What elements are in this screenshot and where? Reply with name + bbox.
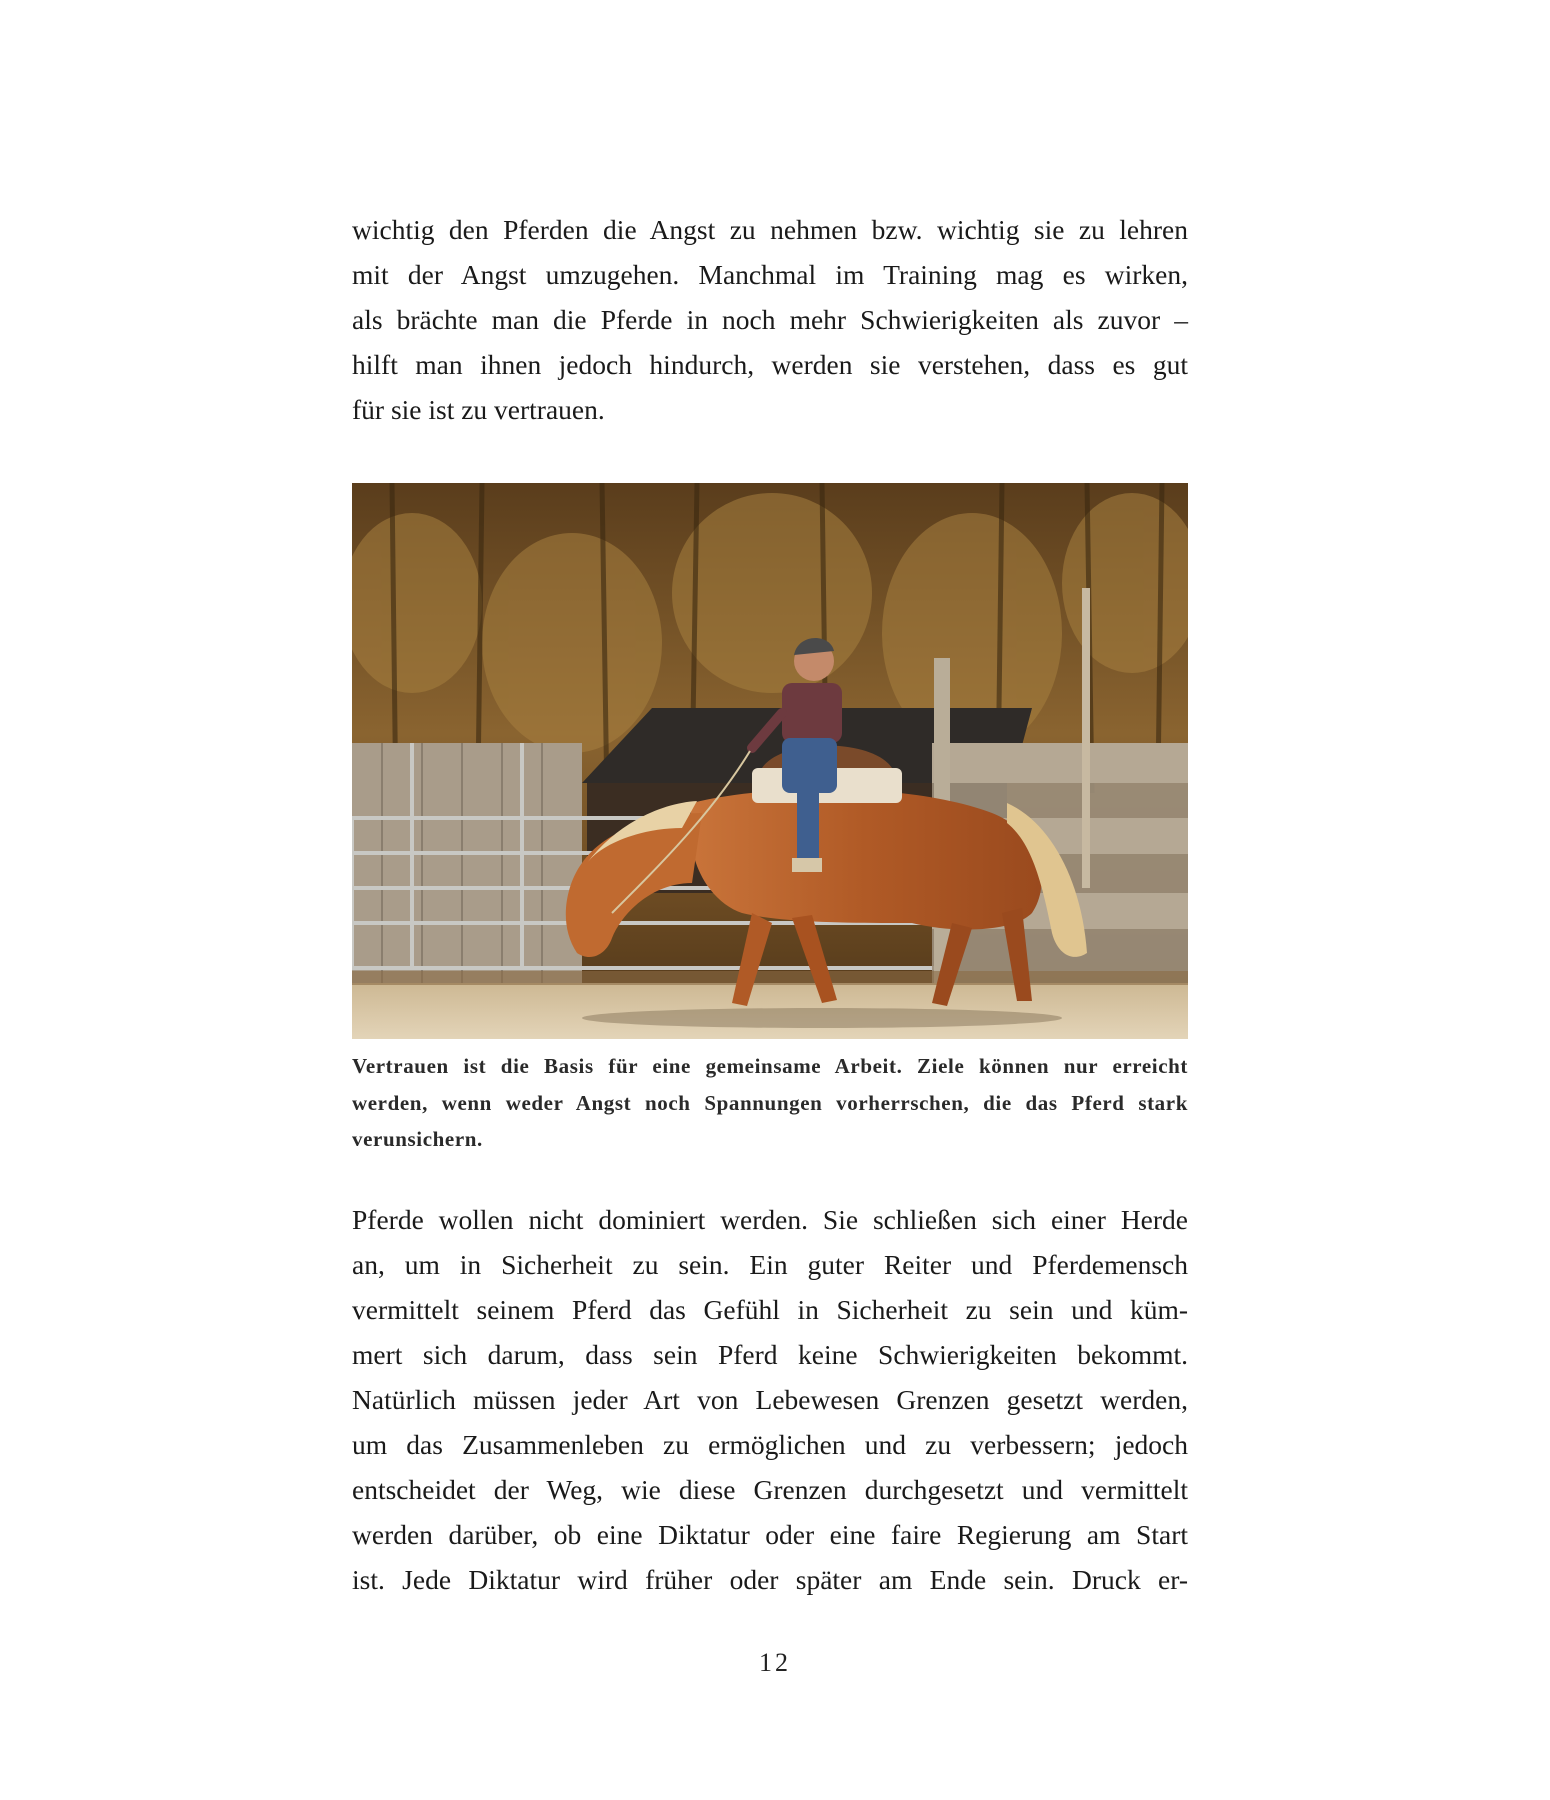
body-paragraph-2: [352, 1197, 1188, 1602]
figure-caption: [352, 1048, 1188, 1158]
text-line: um das Zusammenleben zu ermöglichen und zu verbessern; jedoch: [352, 1429, 1188, 1460]
caption-line: Vertrauen ist die Basis für eine gemeinsame Arbeit. Ziele können nur erreicht: [352, 1054, 1188, 1078]
text-line: Pferde wollen nicht dominiert werden. Sie schließen sich einer Herde: [352, 1204, 1188, 1235]
caption-line: werden, wenn weder Angst noch Spannungen vorherrschen, die das Pferd stark: [352, 1090, 1188, 1115]
text-line: als brächte man die Pferde in noch mehr Schwierigkeiten als zuvor –: [352, 304, 1188, 335]
text-line: mert sich darum, dass sein Pferd keine Schwierigkeiten bekommt.: [352, 1339, 1188, 1370]
text-line: wichtig den Pferden die Angst zu nehmen bzw. wichtig sie zu lehren: [352, 214, 1188, 245]
body-paragraph-1: [352, 207, 1188, 432]
page-number: 12: [759, 1648, 791, 1677]
text-line: hilft man ihnen jedoch hindurch, werden sie verstehen, dass es gut: [352, 349, 1188, 380]
text-line: an, um in Sicherheit zu sein. Ein guter Reiter und Pferdemensch: [352, 1249, 1188, 1280]
text-line: vermittelt seinem Pferd das Gefühl in Sicherheit zu sein und küm-: [352, 1294, 1188, 1325]
text-line: Natürlich müssen jeder Art von Lebewesen Grenzen gesetzt werden,: [352, 1384, 1188, 1415]
horse-rider-photo: [352, 483, 1188, 1039]
caption-line: verunsichern.: [352, 1127, 483, 1151]
text-line: werden darüber, ob eine Diktatur oder eine faire Regierung am Start: [352, 1519, 1188, 1550]
text-line: ist. Jede Diktatur wird früher oder später am Ende sein. Druck er-: [352, 1564, 1188, 1595]
text-line: mit der Angst umzugehen. Manchmal im Training mag es wirken,: [352, 259, 1188, 290]
text-line: für sie ist zu vertrauen.: [352, 394, 605, 425]
text-line: entscheidet der Weg, wie diese Grenzen durchgesetzt und vermittelt: [352, 1474, 1188, 1505]
